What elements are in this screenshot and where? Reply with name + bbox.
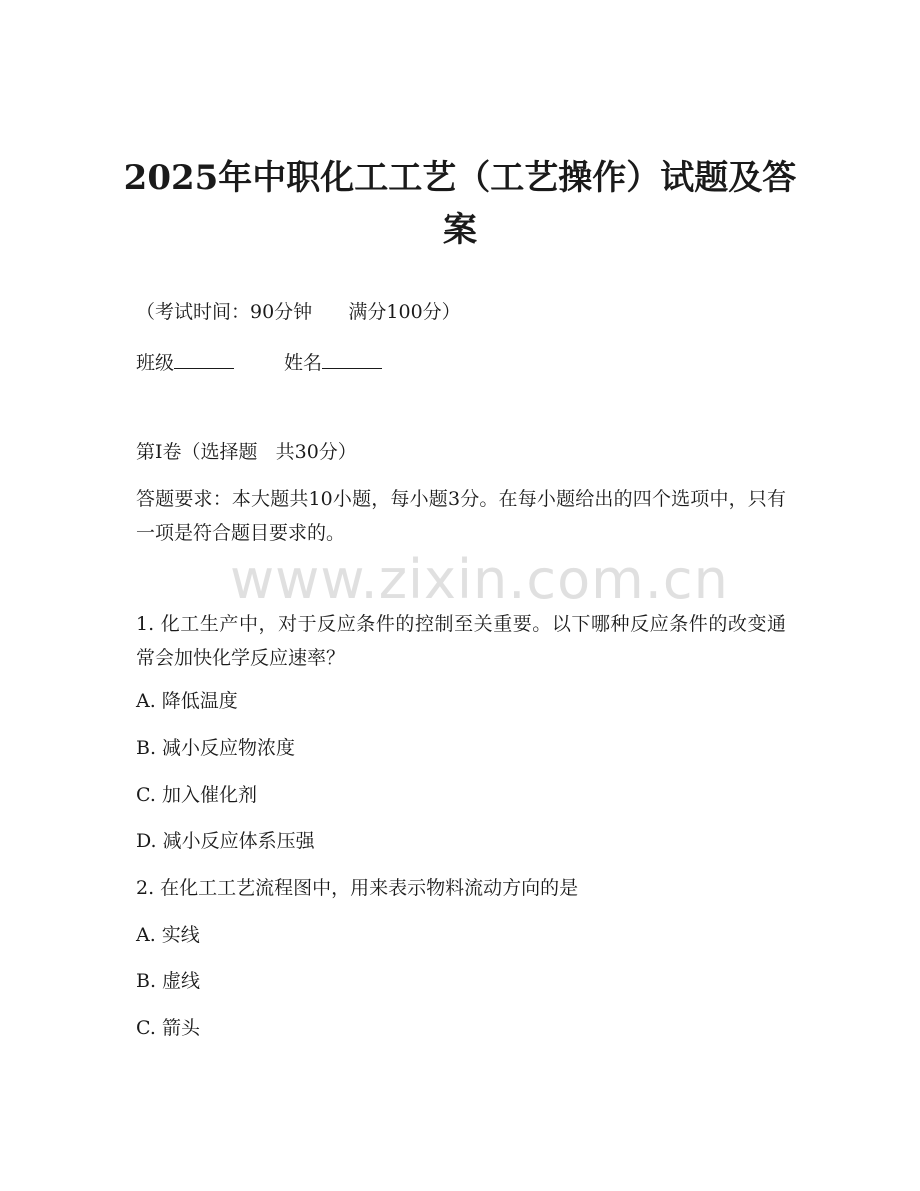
name-blank[interactable]	[322, 348, 382, 369]
exam-info: （考试时间：90分钟 满分100分）	[136, 301, 461, 323]
student-info-row	[136, 348, 382, 377]
question-1-option-b[interactable]: B. 减小反应物浓度	[136, 737, 296, 759]
question-1-option-c[interactable]: C. 加入催化剂	[136, 784, 257, 806]
exam-title-line1: 2025年中职化工工艺（工艺操作）试题及答	[123, 158, 797, 198]
section-instructions: 答题要求：本大题共10小题，每小题3分。在每小题给出的四个选项中，只有一项是符合题目要求的。	[136, 488, 786, 544]
question-2-stem: 2. 在化工工艺流程图中，用来表示物料流动方向的是	[136, 877, 579, 899]
exam-title-line2: 案	[443, 210, 477, 250]
class-label: 班级	[136, 352, 175, 374]
watermark: www.zixin.com.cn	[230, 548, 729, 611]
section-heading: 第I卷（选择题 共30分）	[136, 441, 357, 463]
question-1-option-d[interactable]: D. 减小反应体系压强	[136, 830, 315, 852]
class-blank[interactable]	[174, 348, 234, 369]
question-1-option-a[interactable]: A. 降低温度	[136, 690, 238, 712]
question-2-option-b[interactable]: B. 虚线	[136, 970, 201, 992]
question-2-option-a[interactable]: A. 实线	[136, 924, 200, 946]
question-2-option-c[interactable]: C. 箭头	[136, 1017, 200, 1039]
question-1-stem: 1. 化工生产中，对于反应条件的控制至关重要。以下哪种反应条件的改变通常会加快化学反应速率？	[136, 613, 786, 669]
name-label: 姓名	[284, 352, 323, 374]
